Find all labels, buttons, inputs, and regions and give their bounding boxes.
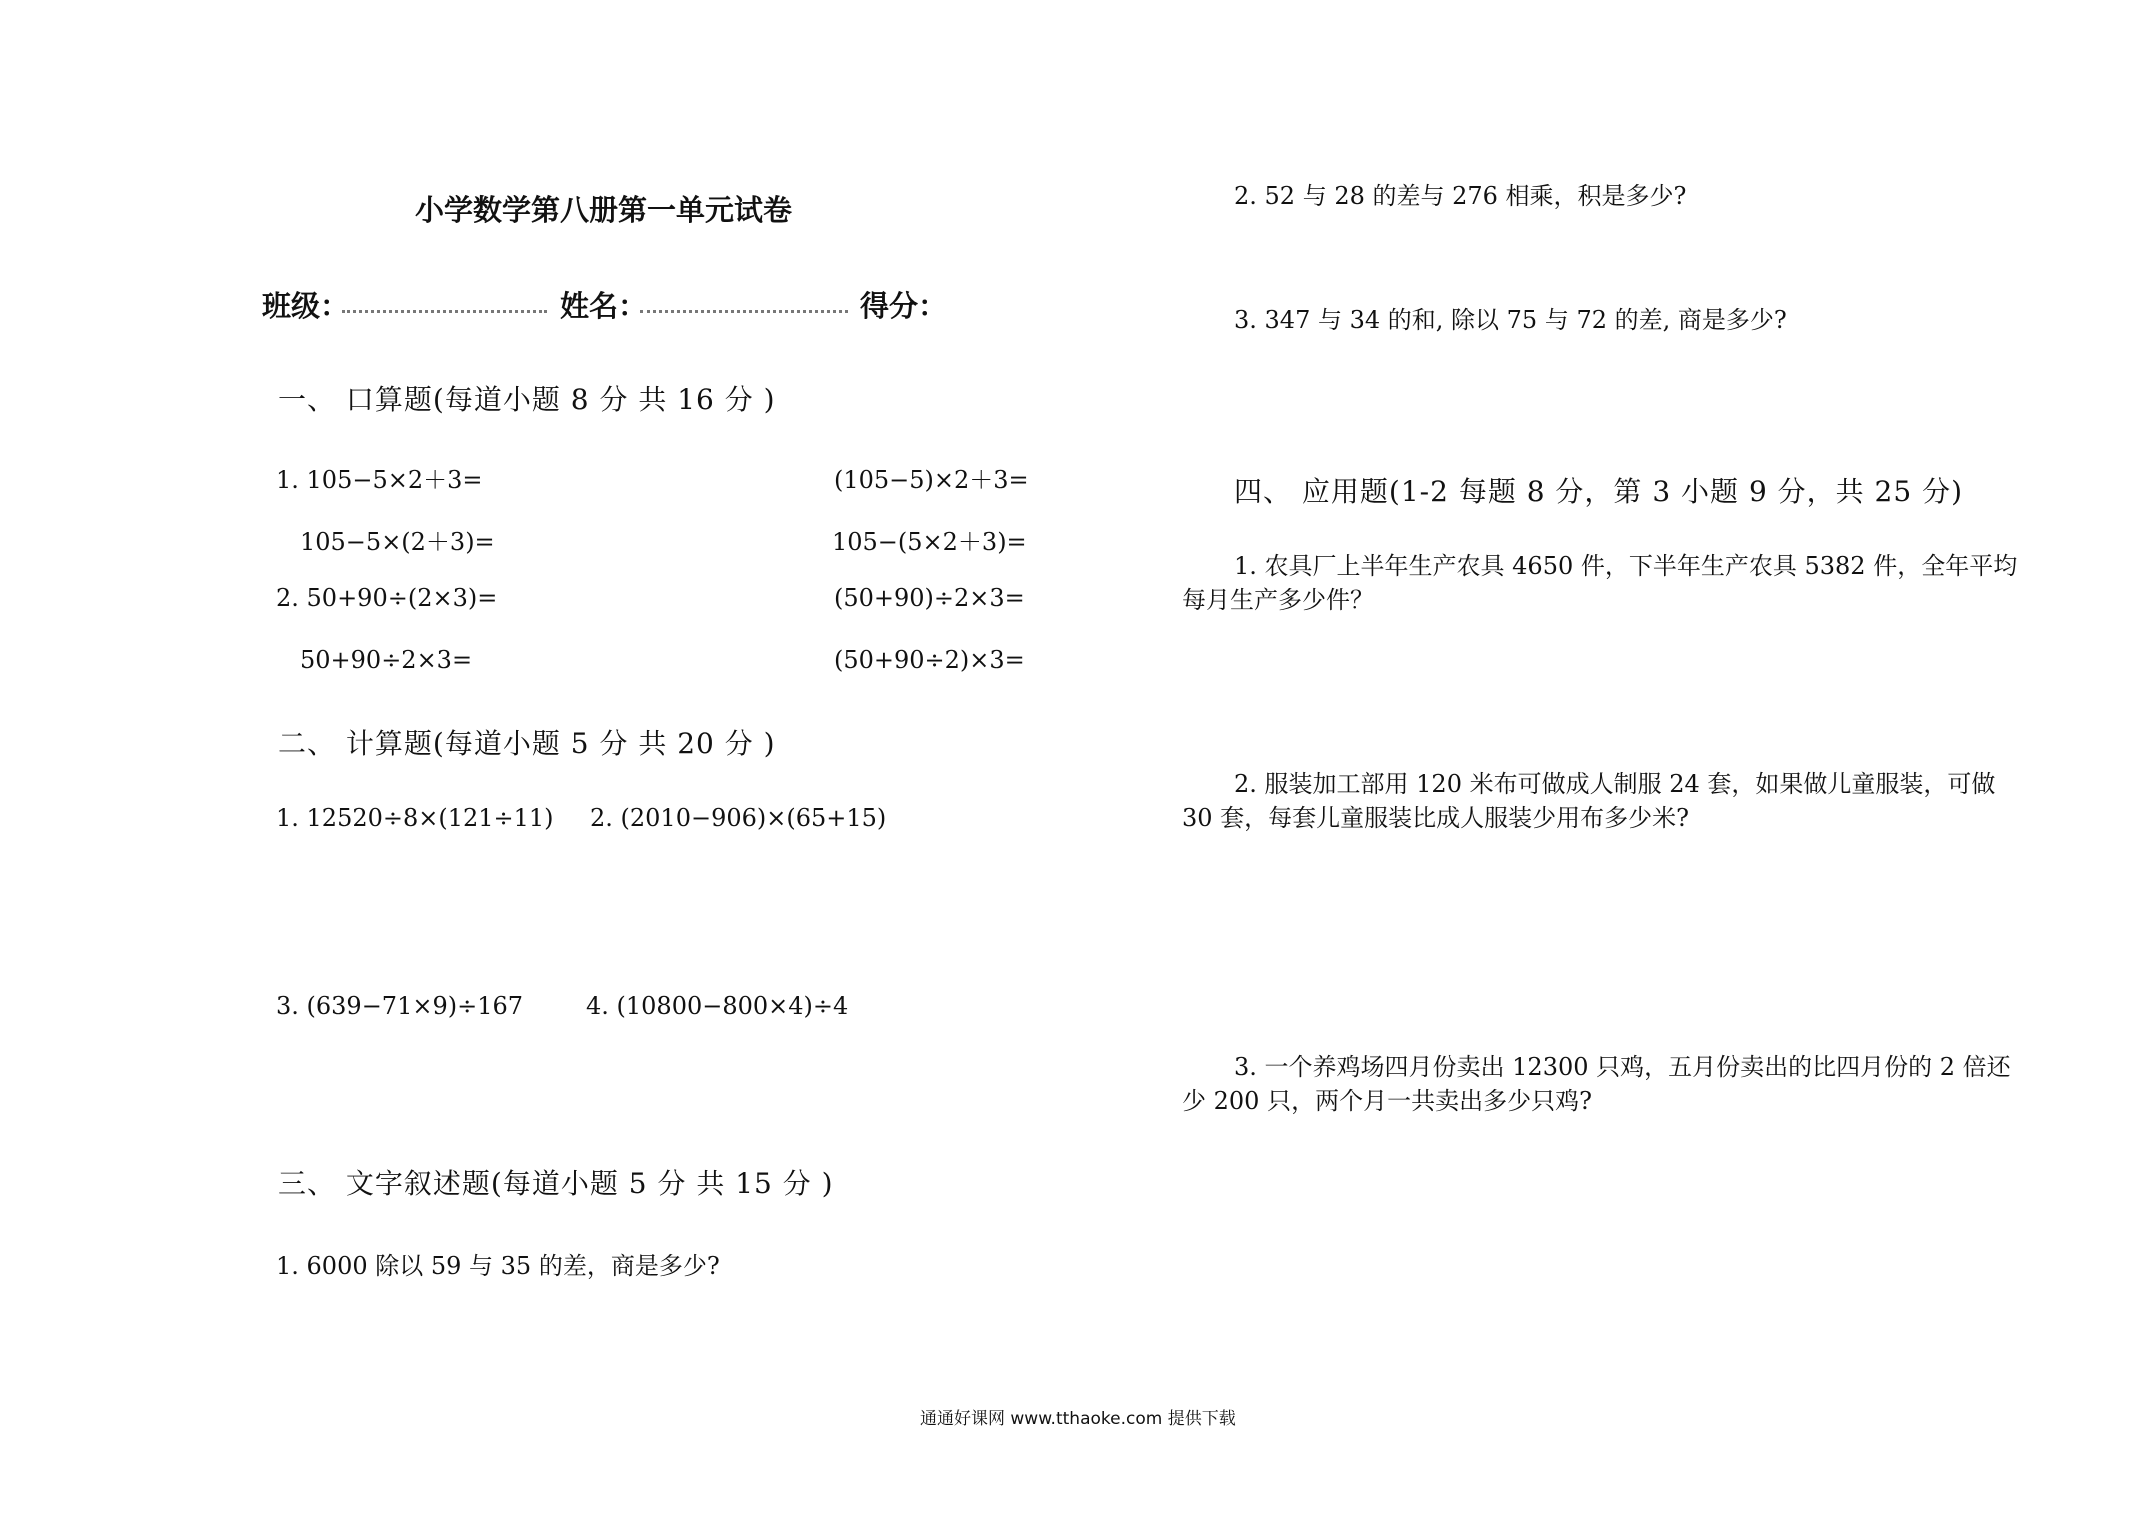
section4-heading: 四、 应用题(1-2 每题 8 分，第 3 小题 9 分，共 25 分) xyxy=(1234,475,1964,508)
mental-math-item: 1. 105−5×2＋3= xyxy=(276,466,483,494)
calc-item: 1. 12520÷8×(121÷11) xyxy=(276,804,554,832)
class-blank[interactable] xyxy=(342,310,547,313)
calc-item: 4. (10800−800×4)÷4 xyxy=(586,992,849,1020)
footer-text: 通通好课网 www.tthaoke.com 提供下载 xyxy=(920,1409,1236,1429)
name-label: 姓名： xyxy=(560,289,648,323)
application-problem-item: 3. 一个养鸡场四月份卖出 12300 只鸡，五月份卖出的比四月份的 2 倍还少 200 只，两个月一共卖出多少只鸡? xyxy=(1182,1053,2011,1115)
mental-math-item: 2. 50+90÷(2×3)= xyxy=(276,584,498,612)
mental-math-item: 105−(5×2＋3)= xyxy=(832,528,1027,556)
word-problem-item: 3. 347 与 34 的和, 除以 75 与 72 的差, 商是多少? xyxy=(1234,306,1787,334)
application-problem-item: 2. 服装加工部用 120 米布可做成人制服 24 套，如果做儿童服装，可做 30 套，每套儿童服装比成人服装少用布多少米? xyxy=(1182,770,1996,832)
word-problem-item: 1. 6000 除以 59 与 35 的差，商是多少? xyxy=(276,1252,720,1280)
calc-item: 2. (2010−906)×(65+15) xyxy=(590,804,887,832)
class-label: 班级： xyxy=(262,289,350,323)
mental-math-item: (50+90÷2)×3= xyxy=(834,646,1025,674)
score-label: 得分： xyxy=(860,289,948,323)
section3-heading: 三、 文字叙述题(每道小题 5 分 共 15 分 ) xyxy=(278,1167,834,1200)
mental-math-item: (50+90)÷2×3= xyxy=(834,584,1025,612)
mental-math-item: 50+90÷2×3= xyxy=(300,646,473,674)
word-problem-item: 2. 52 与 28 的差与 276 相乘，积是多少? xyxy=(1234,182,1687,210)
application-problem-item: 1. 农具厂上半年生产农具 4650 件，下半年生产农具 5382 件，全年平均每月生产多少件？ xyxy=(1182,552,2018,614)
section1-heading: 一、 口算题(每道小题 8 分 共 16 分 ) xyxy=(278,383,776,416)
mental-math-item: (105−5)×2＋3= xyxy=(834,466,1029,494)
section2-heading: 二、 计算题(每道小题 5 分 共 20 分 ) xyxy=(278,727,776,760)
name-blank[interactable] xyxy=(640,310,848,313)
calc-item: 3. (639−71×9)÷167 xyxy=(276,992,524,1020)
page-title: 小学数学第八册第一单元试卷 xyxy=(415,193,793,227)
mental-math-item: 105−5×(2＋3)= xyxy=(300,528,495,556)
